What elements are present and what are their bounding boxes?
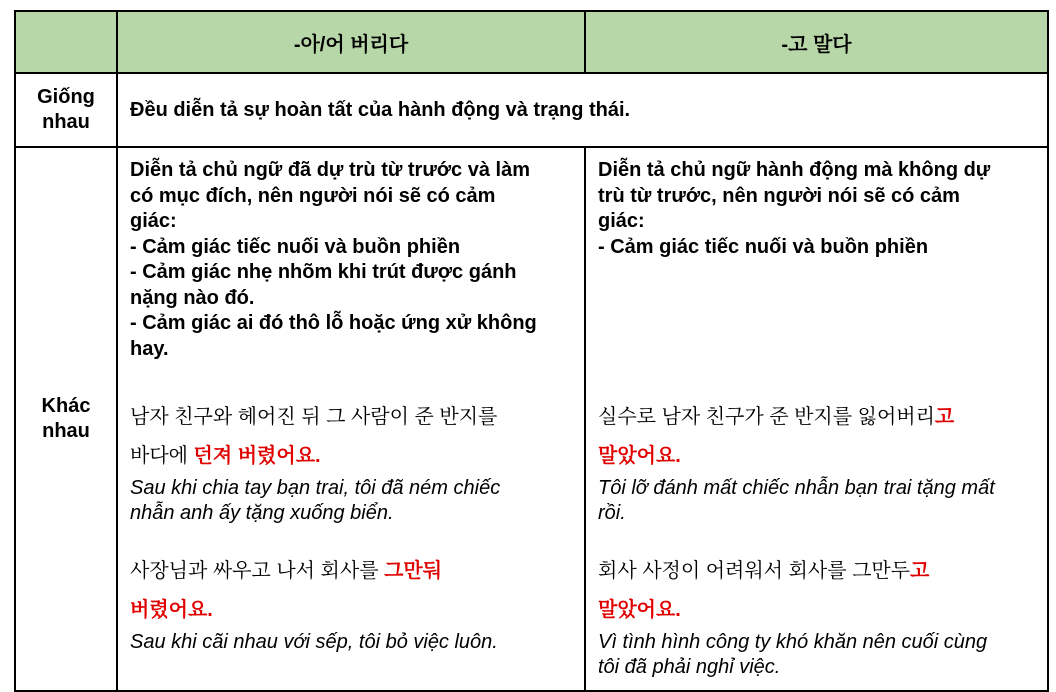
translation-line: nhẫn anh ấy tặng xuống biển. — [130, 502, 394, 524]
korean-line — [598, 398, 1037, 437]
highlighted-grammar: 그만둬 — [384, 560, 443, 582]
diff-right-cell — [585, 147, 1048, 691]
korean-text: 회사 사정이 어려워서 회사를 그만두 — [598, 560, 911, 582]
highlighted-grammar: 던져 버렸어요. — [193, 445, 321, 467]
left-bullet: nặng nào đó. — [130, 286, 255, 309]
right-desc-line: Diễn tả chủ ngữ hành động mà không dự — [598, 159, 991, 181]
translation-line: rồi. — [598, 502, 626, 524]
korean-line — [598, 552, 1037, 591]
header-row — [15, 11, 1048, 73]
right-example-2 — [598, 552, 1037, 680]
left-desc-line: có mục đích, nên người nói sẽ có cảm — [130, 184, 496, 207]
left-ex2-vietnamese — [130, 630, 574, 655]
translation-line: Vì tình hình công ty khó khăn nên cuối cùng — [598, 631, 988, 653]
korean-line — [130, 437, 574, 476]
korean-line: 남자 친구와 헤어진 뒤 그 사람이 준 반지를 — [130, 406, 498, 428]
right-ex2-korean — [598, 552, 1037, 630]
highlighted-grammar: 말았어요. — [598, 599, 681, 621]
left-bullet: hay. — [130, 337, 169, 360]
left-bullet: - Cảm giác ai đó thô lỗ hoặc ứng xử không — [130, 312, 537, 334]
left-ex1-korean — [130, 398, 574, 476]
left-bullet: - Cảm giác tiếc nuối và buồn phiền — [130, 235, 461, 258]
header-col2: -고 말다 — [585, 11, 1048, 73]
translation-line: Tôi lỡ đánh mất chiếc nhẫn bạn trai tặng mất — [598, 477, 995, 499]
translation-line: tôi đã phải nghỉ việc. — [598, 656, 781, 678]
highlighted-grammar: 고 — [910, 560, 930, 582]
diff-row — [15, 147, 1048, 691]
same-row — [15, 73, 1048, 147]
diff-left-cell — [117, 147, 585, 691]
same-row-label — [15, 73, 117, 147]
left-ex2-korean — [130, 552, 574, 630]
left-desc-line: giác: — [130, 210, 177, 232]
right-ex2-vietnamese — [598, 630, 1037, 680]
right-ex1-vietnamese — [598, 476, 1037, 526]
right-description — [598, 158, 1037, 362]
right-desc-line: giác: — [598, 210, 645, 232]
korean-text: 실수로 남자 친구가 준 반지를 잃어버리 — [598, 406, 935, 428]
right-ex1-korean — [598, 398, 1037, 476]
right-example-1 — [598, 398, 1037, 526]
same-label-line2: nhau — [42, 111, 90, 133]
left-description — [130, 158, 574, 362]
highlighted-grammar: 고 — [934, 406, 955, 428]
header-empty-cell — [15, 11, 117, 73]
right-bullet: - Cảm giác tiếc nuối và buồn phiền — [598, 235, 929, 258]
header-col1: -아/어 버리다 — [117, 11, 585, 73]
diff-label-line1: Khác — [41, 395, 91, 417]
translation-line: Sau khi cãi nhau với sếp, tôi bỏ việc luôn. — [130, 631, 498, 653]
same-label-line1: Giống — [37, 86, 95, 108]
left-example-2 — [130, 552, 574, 655]
left-desc-line: Diễn tả chủ ngữ đã dự trù từ trước và làm — [130, 159, 530, 181]
highlighted-grammar: 말았어요. — [598, 445, 681, 467]
diff-label-line2: nhau — [42, 420, 90, 442]
korean-text: 바다에 — [130, 445, 194, 467]
right-desc-line: trù từ trước, nên người nói sẽ có cảm — [598, 184, 960, 207]
left-bullet: - Cảm giác nhẹ nhõm khi trút được gánh — [130, 261, 517, 283]
korean-line — [130, 552, 574, 591]
highlighted-grammar: 버렸어요. — [130, 599, 213, 621]
left-example-1 — [130, 398, 574, 526]
left-ex1-vietnamese — [130, 476, 574, 526]
same-row-text: Đều diễn tả sự hoàn tất của hành động và trạng thái. — [117, 73, 1048, 147]
grammar-comparison-table — [14, 10, 1049, 692]
korean-text: 사장님과 싸우고 나서 회사를 — [130, 560, 385, 582]
translation-line: Sau khi chia tay bạn trai, tôi đã ném chiếc — [130, 477, 501, 499]
diff-row-label — [15, 147, 117, 691]
